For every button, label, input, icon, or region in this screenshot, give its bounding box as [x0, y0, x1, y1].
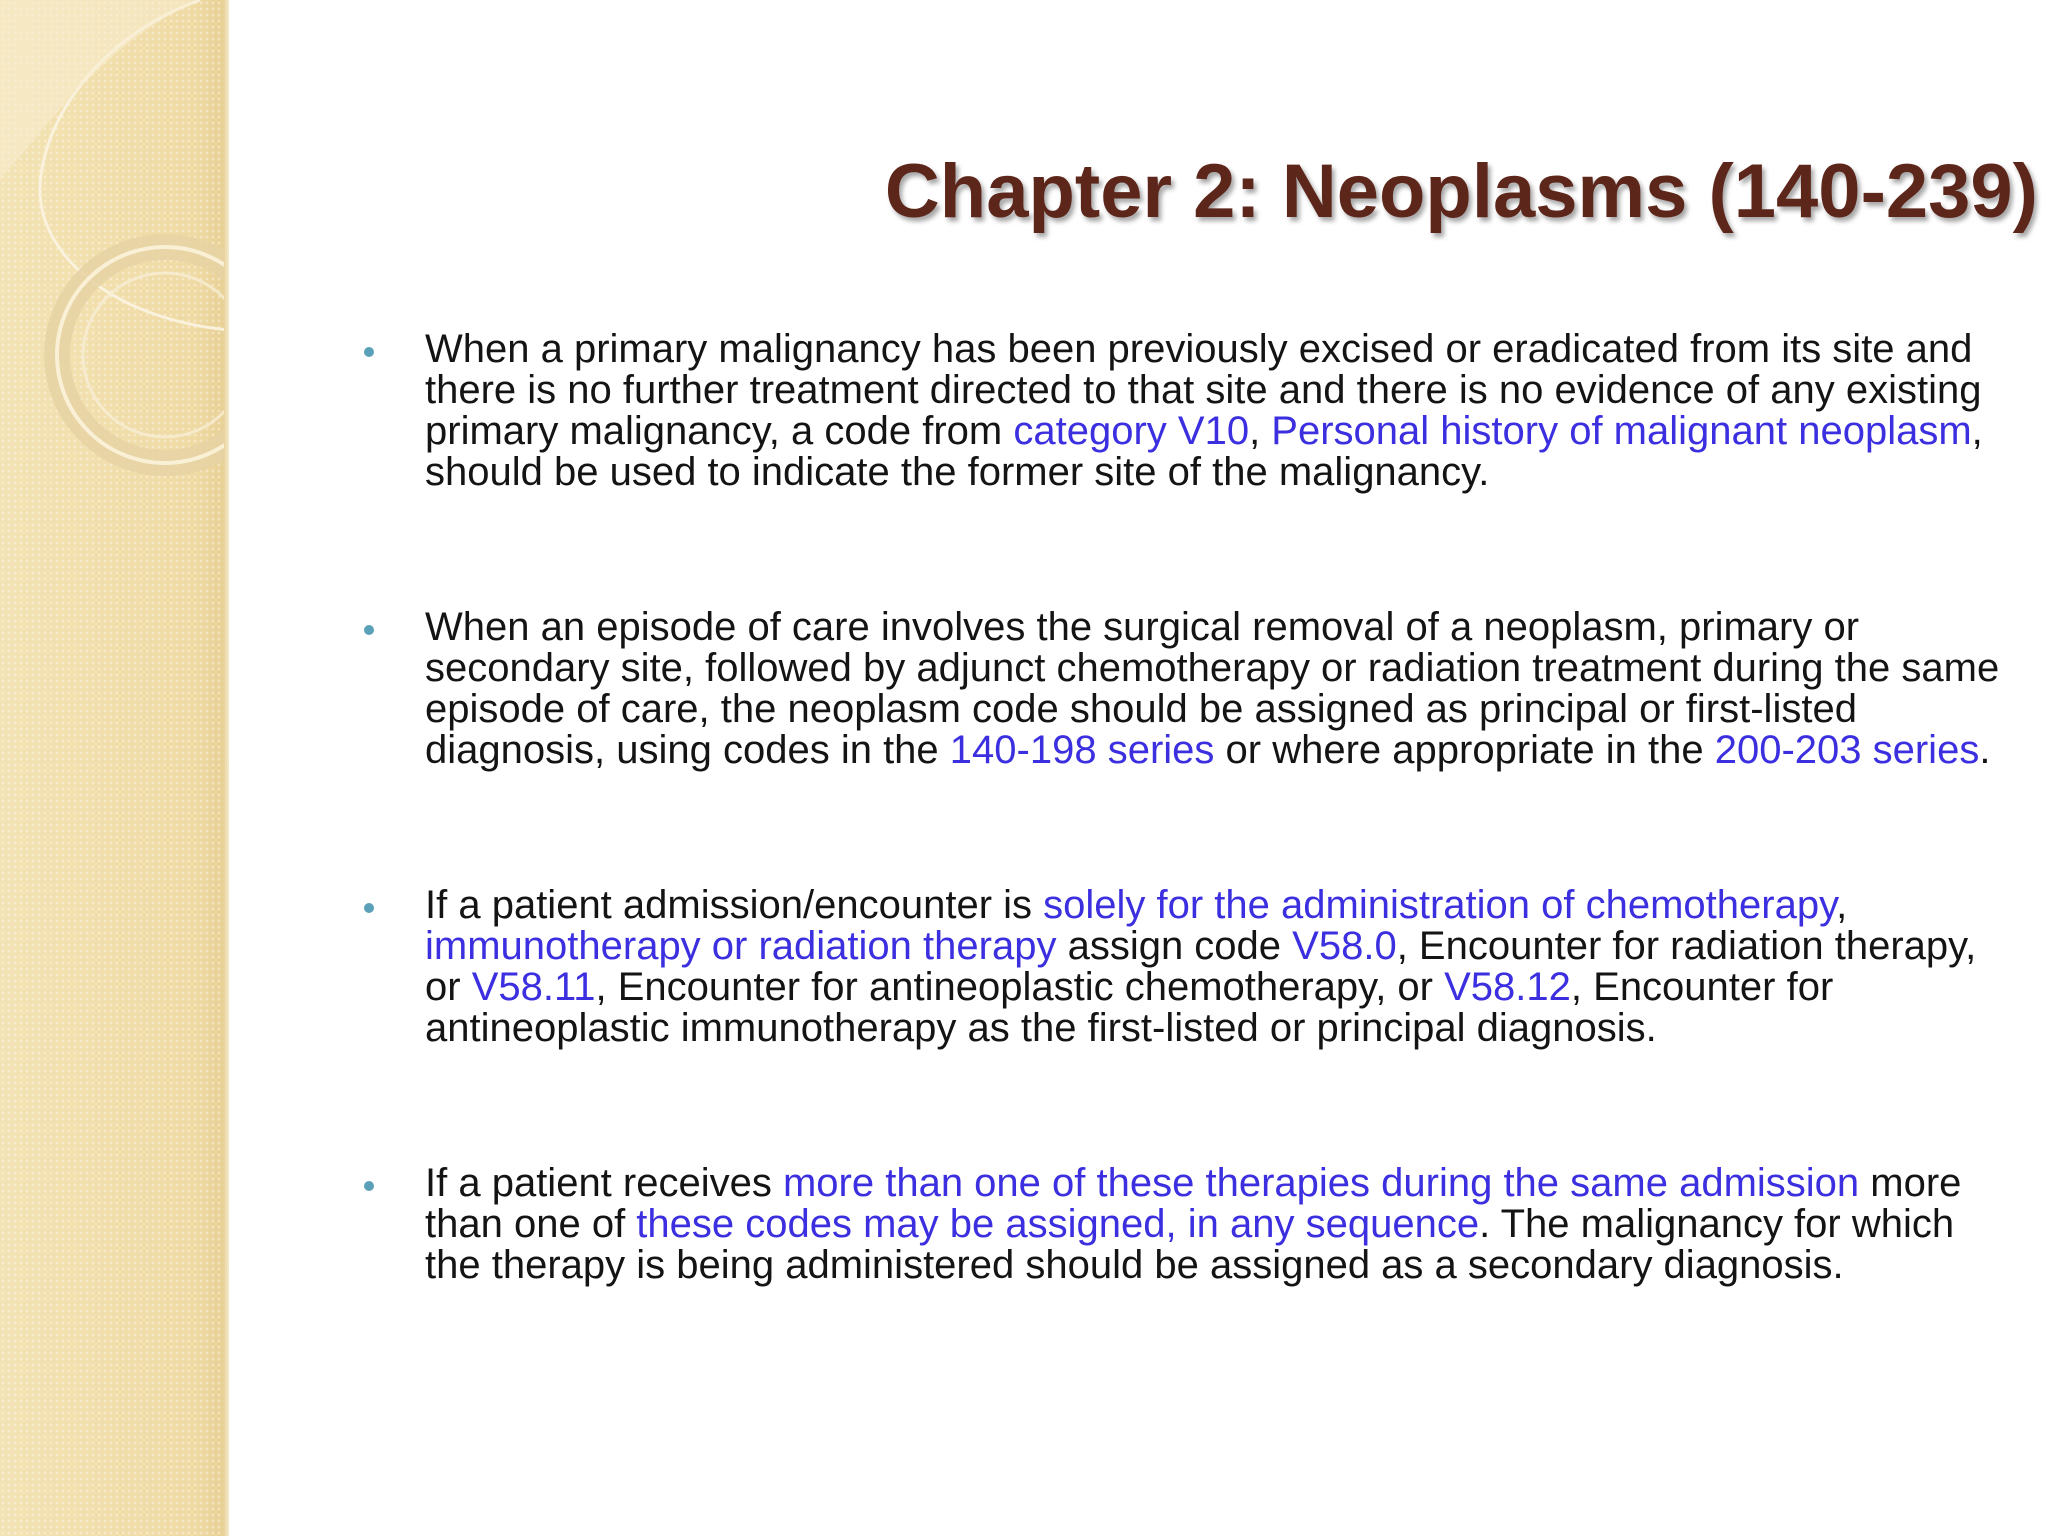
bullet-3-highlight-chemotherapy: solely for the administration of chemotherapy	[1043, 883, 1837, 927]
bullet-item-3	[364, 885, 2010, 1049]
bullet-4-text: . The malignancy for which the therapy is being administered should be assigned as a secondary diagnosis.	[425, 1202, 1955, 1287]
bullet-3-text: , Encounter for antineoplastic chemotherapy, or	[595, 965, 1445, 1009]
bullet-item-4	[364, 1163, 2010, 1286]
bullet-2-highlight-140-198: 140-198 series	[949, 728, 1215, 772]
bullet-3-highlight-v58-0: V58.0	[1292, 924, 1397, 968]
bullet-3-highlight-v58-12: V58.12	[1444, 965, 1571, 1009]
bullet-4-text: more than one of	[425, 1161, 1962, 1246]
bullet-1-text: ,	[1249, 409, 1272, 453]
bullet-2-highlight-200-203: 200-203 series	[1714, 728, 1980, 772]
bullet-4-highlight-codes-sequence: these codes may be assigned, in any sequence	[636, 1202, 1480, 1246]
bullet-2-text: When an episode of care involves the surgical removal of a neoplasm, primary or secondary site, followed by adjunct chemotherapy or radiation treatment during the same episode of care, the neoplasm code should be assigned as principal or first-listed diagnosis, using codes in the	[425, 605, 2000, 772]
bullet-3-text: assign code	[1056, 924, 1293, 968]
bullet-1-text: When a primary malignancy has been previously excised or eradicated from its site and there is no further treatment directed to that site and there is no evidence of any existing primary malignancy, a code from	[425, 327, 1982, 453]
bullet-1-text: , should be used to indicate the former site of the malignancy.	[425, 409, 1983, 494]
bullet-dot-icon	[364, 347, 374, 357]
bullet-list	[364, 329, 2010, 1400]
bullet-item-2	[364, 607, 2010, 771]
bullet-2-text: .	[1979, 728, 1991, 772]
bullet-3-text: , Encounter for radiation therapy, or	[425, 924, 1977, 1009]
decorative-rings-graphic	[0, 0, 229, 520]
bullet-item-1	[364, 329, 2010, 493]
bullet-dot-icon	[364, 1181, 374, 1191]
bullet-dot-icon	[364, 903, 374, 913]
sidebar-edge	[224, 0, 229, 1536]
bullet-3-highlight-v58-11: V58.11	[471, 965, 596, 1009]
bullet-4-text: If a patient receives	[425, 1161, 783, 1205]
bullet-3-text: If a patient admission/encounter is	[425, 883, 1044, 927]
bullet-2-text: or where appropriate in the	[1214, 728, 1715, 772]
decorative-sidebar	[0, 0, 229, 1536]
bullet-1-highlight-category-v10: category V10	[1013, 409, 1250, 453]
ring-top-fill	[0, 0, 200, 180]
bullet-4-highlight-therapies: more than one of these therapies during the same admission	[782, 1161, 1860, 1205]
bullet-3-text: , Encounter for antineoplastic immunotherapy as the first-listed or principal diagnosis.	[425, 965, 1834, 1050]
bullet-3-highlight-immunotherapy: immunotherapy or radiation therapy	[425, 924, 1057, 968]
bullet-1-highlight-personal-history: Personal history of malignant neoplasm	[1271, 409, 1972, 453]
bullet-dot-icon	[364, 625, 374, 635]
ring-inner	[83, 273, 229, 437]
slide-title: Chapter 2: Neoplasms (140-239)	[884, 149, 2038, 234]
bullet-3-text: ,	[1836, 883, 1848, 927]
